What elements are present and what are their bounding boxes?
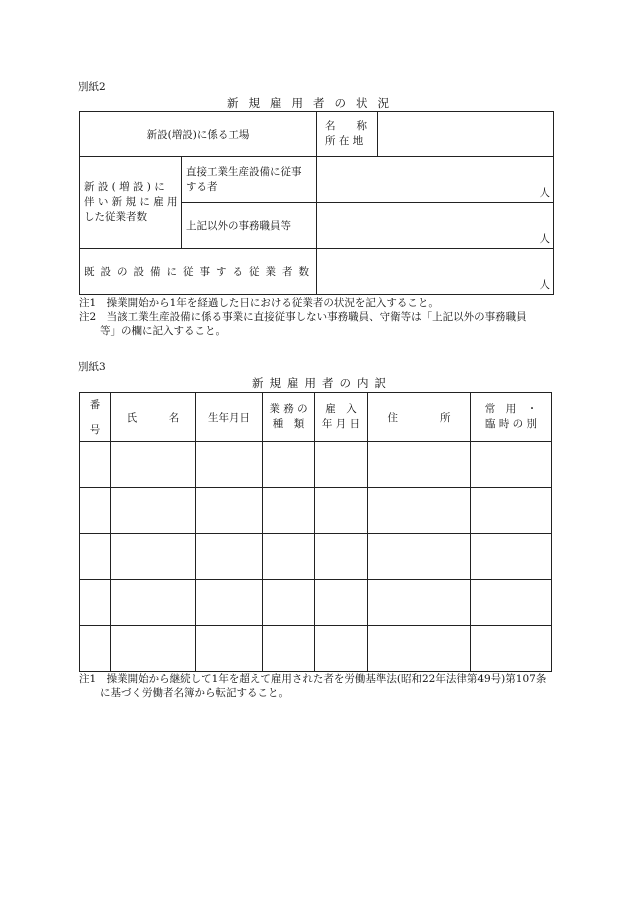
form3-note: に基づく労働者名簿から転記すること。 (79, 687, 289, 699)
table-cell[interactable] (368, 534, 471, 580)
header-type-bottom: 臨 時 の 別 (484, 418, 537, 430)
table-cell[interactable] (315, 488, 368, 534)
name-location-label-cell (317, 112, 378, 157)
table-cell[interactable] (471, 442, 552, 488)
form3-label: 別紙3 (78, 361, 106, 373)
table-cell[interactable] (80, 534, 111, 580)
header-hire-bottom: 年 月 日 (321, 418, 361, 430)
unit-label: 人 (539, 279, 551, 291)
clerical-label-cell (182, 203, 317, 249)
form2-note: 注2 当該工業生産設備に係る事業に直接従事しない事務職員、守衛等は「上記以外の事務職員 (79, 311, 527, 323)
location-label: 所 在 地 (325, 135, 364, 147)
table-row (80, 626, 552, 672)
table-cell[interactable] (471, 626, 552, 672)
form2-notes (79, 296, 527, 338)
unit-label: 人 (539, 233, 551, 245)
header-type-top: 常 用 ・ (484, 403, 538, 415)
header-address (368, 393, 471, 442)
table-row (80, 442, 552, 488)
existing-worker-label: 既設の設備に従事する従業者数 (84, 266, 315, 278)
table-cell[interactable] (196, 626, 263, 672)
factory-label: 新設(増設)に係る工場 (146, 128, 250, 141)
table-cell[interactable] (111, 626, 196, 672)
table-cell[interactable] (196, 442, 263, 488)
table-cell[interactable] (315, 626, 368, 672)
table-cell[interactable] (111, 488, 196, 534)
existing-worker-label-cell (80, 249, 317, 295)
new-hire-label-line: した従業者数 (84, 211, 147, 223)
header-name (111, 393, 196, 442)
new-hire-label-cell (80, 157, 182, 249)
table-cell[interactable] (111, 534, 196, 580)
table-cell[interactable] (315, 534, 368, 580)
form3-title: 新規雇用者の内訳 (252, 376, 392, 390)
header-number (80, 393, 111, 442)
table-cell[interactable] (471, 534, 552, 580)
header-hire-date (315, 393, 368, 442)
form2-note: 注1 操業開始から1年を経過した日における従業者の状況を記入すること。 (79, 297, 439, 309)
table-cell[interactable] (315, 580, 368, 626)
header-birth-label: 生年月日 (208, 411, 250, 424)
table-cell[interactable] (471, 580, 552, 626)
table-row (80, 488, 552, 534)
header-hire-top: 雇 入 (325, 403, 357, 415)
header-number-top: 番 (89, 399, 101, 411)
direct-worker-label-line: 直接工業生産設備に従事 (186, 165, 302, 178)
table-cell[interactable] (263, 534, 315, 580)
table-cell[interactable] (263, 626, 315, 672)
form3-notes (79, 672, 546, 700)
header-address-label: 住 所 (387, 411, 451, 424)
name-label: 名 称 (325, 120, 368, 132)
table-cell[interactable] (368, 626, 471, 672)
header-birth (196, 393, 263, 442)
new-employee-status-table (79, 111, 554, 295)
header-name-label: 氏 名 (126, 411, 180, 424)
form3-note: 注1 操業開始から継続して1年を超えて雇用された者を労働基準法(昭和22年法律第49号)第107条 (79, 673, 547, 685)
table-cell[interactable] (80, 626, 111, 672)
clerical-count-cell[interactable] (317, 203, 554, 249)
header-job-top: 業 務 の (269, 403, 308, 415)
table-cell[interactable] (263, 580, 315, 626)
form2-title: 新規雇用者の状況 (227, 96, 399, 110)
table-cell[interactable] (80, 442, 111, 488)
new-employee-breakdown-table (79, 392, 552, 672)
table-cell[interactable] (368, 488, 471, 534)
table-cell[interactable] (263, 442, 315, 488)
direct-worker-label-line: する者 (186, 180, 218, 193)
table-cell[interactable] (315, 442, 368, 488)
table-cell[interactable] (368, 580, 471, 626)
table-cell[interactable] (368, 442, 471, 488)
header-job-bottom: 種 類 (272, 418, 305, 430)
table-cell[interactable] (80, 488, 111, 534)
table-cell[interactable] (196, 580, 263, 626)
form2-note: 等」の欄に記入すること。 (79, 325, 226, 337)
existing-worker-count-cell[interactable] (317, 249, 554, 295)
header-job-type (263, 393, 315, 442)
header-employment-type (471, 393, 552, 442)
form2-label: 別紙2 (78, 81, 106, 93)
factory-label-cell (80, 112, 317, 157)
direct-worker-row (80, 157, 554, 203)
clerical-label: 上記以外の事務職員等 (186, 220, 291, 232)
table-row (80, 580, 552, 626)
name-location-value-cell[interactable] (378, 112, 554, 157)
factory-row (80, 112, 554, 157)
unit-label: 人 (539, 187, 551, 199)
new-hire-label-line: 新 設 ( 増 設 ) に (84, 181, 165, 193)
direct-worker-label-cell (182, 157, 317, 203)
header-number-bottom: 号 (89, 424, 101, 436)
table-cell[interactable] (196, 534, 263, 580)
table-row (80, 534, 552, 580)
table-cell[interactable] (263, 488, 315, 534)
table-cell[interactable] (80, 580, 111, 626)
new-hire-label-line: 伴 い 新 規 に 雇 用 (84, 196, 178, 208)
existing-worker-row (80, 249, 554, 295)
direct-worker-count-cell[interactable] (317, 157, 554, 203)
header-row (80, 393, 552, 442)
table-cell[interactable] (111, 442, 196, 488)
table-cell[interactable] (111, 580, 196, 626)
table-cell[interactable] (196, 488, 263, 534)
table-cell[interactable] (471, 488, 552, 534)
